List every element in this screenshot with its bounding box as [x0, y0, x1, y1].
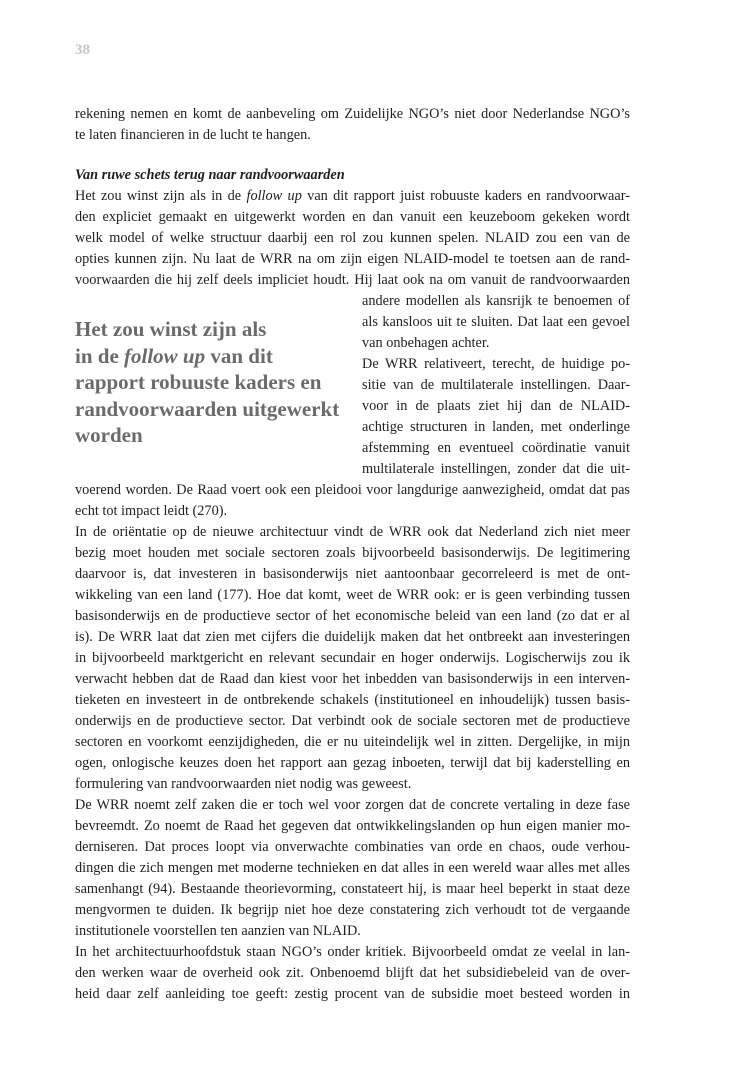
column-line: De WRR relativeert, terecht, de huidige po- [362, 356, 630, 372]
column-line: van onbehagen achter. [362, 335, 490, 351]
text-line: den expliciet gemaakt en uitgewerkt worden en dan vanuit een keuzeboom gekeken wordt [75, 209, 630, 225]
pull-quote-line: Het zou winst zijn als [75, 317, 267, 341]
text-line: voorwaarden die hij zelf deels impliciet houdt. Hij laat ook na om vanuit de randvoorwaarden [75, 272, 630, 288]
pull-quote-line: in de follow up van dit [75, 343, 273, 368]
text-line: derniseren. Dat proces loopt via onverwachte combinaties van orde en chaos, oude verhou- [75, 839, 630, 855]
pull-quote-line: rapport robuuste kaders en [75, 370, 322, 394]
text-line: institutionele voorstellen ten aanzien van NLAID. [75, 923, 361, 939]
text-line: heid daar zelf aanleiding toe geeft: zestig procent van de subsidie moet besteed worden in [75, 986, 630, 1002]
column-line: multilaterale instellingen, zonder dat die uit- [362, 461, 630, 477]
page-number: 38 [75, 42, 90, 58]
text-line: onderwijs en de productieve sector. Dat verbindt ook de sociale sectoren met de productieve [75, 713, 630, 729]
text-line: te laten financieren in de lucht te hangen. [75, 127, 311, 143]
text-line: rekening nemen en komt de aanbeveling om Zuidelijke NGO’s niet door Nederlandse NGO’s [75, 106, 630, 122]
text-line: bezig moet houden met sociale sectoren zoals bijvoorbeeld basisonderwijs. De legitimering [75, 545, 630, 561]
text-line: De WRR noemt zelf zaken die er toch wel voor zorgen dat de concrete vertaling in deze fase [75, 797, 630, 813]
text-line: In de oriëntatie op de nieuwe architectuur vindt de WRR ook dat Nederland zich niet meer [75, 524, 630, 540]
pull-quote [75, 316, 355, 449]
text-line: opties kunnen zijn. Nu laat de WRR na om zijn eigen NLAID-model te toetsen aan de rand- [75, 251, 630, 267]
column-line: andere modellen als kansrijk te benoemen of [362, 293, 630, 309]
text-line: mengvormen te duiden. Ik begrijp niet hoe deze constatering zich verhoudt tot de vergaande [75, 902, 630, 918]
text-line: samenhangt (94). Bestaande theorievorming, constateert hij, is maar heel beperkt in staat deze [75, 881, 630, 897]
column-line: afstemming en eventueel coördinatie vanuit [362, 440, 630, 456]
text-line: formulering van randvoorwaarden niet nodig was geweest. [75, 776, 412, 792]
pull-quote-line: worden [75, 423, 143, 447]
text-line: tieketen en investeert in de ontbrekende schakels (institutioneel en inhoudelijk) tussen basis- [75, 692, 630, 708]
text-line: Het zou winst zijn als in de follow up van dit rapport juist robuuste kaders en randvoorwaar- [75, 188, 630, 204]
text-line: daarvoor is, dat investeren in basisonderwijs niet aantoonbaar gecorreleerd is met de ont- [75, 566, 630, 582]
column-line: als kansloos uit te sluiten. Dat laat een gevoel [362, 314, 630, 330]
text-line: den werken waar de overheid ook zit. Onbenoemd blijft dat het subsidiebeleid van de over- [75, 965, 630, 981]
column-line: achtige structuren in landen, met onderlinge [362, 419, 630, 435]
text-line: basisonderwijs en de productieve sector of het economische beleid van een land (zo dat er al [75, 608, 630, 624]
section-heading: Van ruwe schets terug naar randvoorwaarden [75, 167, 345, 183]
text-line: welk model of welke structuur daarbij een rol zou kunnen spelen. NLAID zou een van de [75, 230, 630, 246]
pull-quote-line: randvoorwaarden uitgewerkt [75, 396, 340, 421]
text-line: voerend worden. De Raad voert ook een pleidooi voor langdurige aanwezigheid, omdat dat pas [75, 482, 630, 498]
column-line: voor in de plaats ziet hij dan de NLAID- [362, 398, 630, 414]
text-line: sectoren en voorkomt eenzijdigheden, die er nu uiteindelijk wel in zitten. Dergelijke, in mijn [75, 734, 630, 750]
text-line: is). De WRR laat dat zien met cijfers die duidelijk maken dat het ontbreekt aan investeringen [75, 629, 630, 645]
text-line: wikkeling van een land (177). Hoe dat komt, weet de WRR ook: er is geen verbinding tussen [75, 587, 630, 603]
text-line: in bijvoorbeeld marktgericht en relevant secundair en hoger onderwijs. Logischerwijs zou ik [75, 650, 630, 666]
text-line: echt tot impact leidt (270). [75, 503, 228, 519]
text-line: dingen die zich mengen met moderne technieken en dat alles in een wereld waar alles met alles [75, 860, 630, 876]
column-line: sitie van de multilaterale instellingen. Daar- [362, 377, 630, 393]
text-line: In het architectuurhoofdstuk staan NGO’s onder kritiek. Bijvoorbeeld omdat ze veelal in lan- [75, 944, 630, 960]
text-line: bevreemdt. Zo noemt de Raad het gegeven dat ontwikkelingslanden op hun eigen manier mo- [75, 818, 630, 834]
text-line: verwacht hebben dat de Raad dan kiest voor het inbedden van basisonderwijs in een interven- [75, 671, 630, 687]
text-line: ogen, onlogische keuzes doen het rapport aan gezag inboeten, terwijl dat bij kaderstelling en [75, 755, 630, 771]
